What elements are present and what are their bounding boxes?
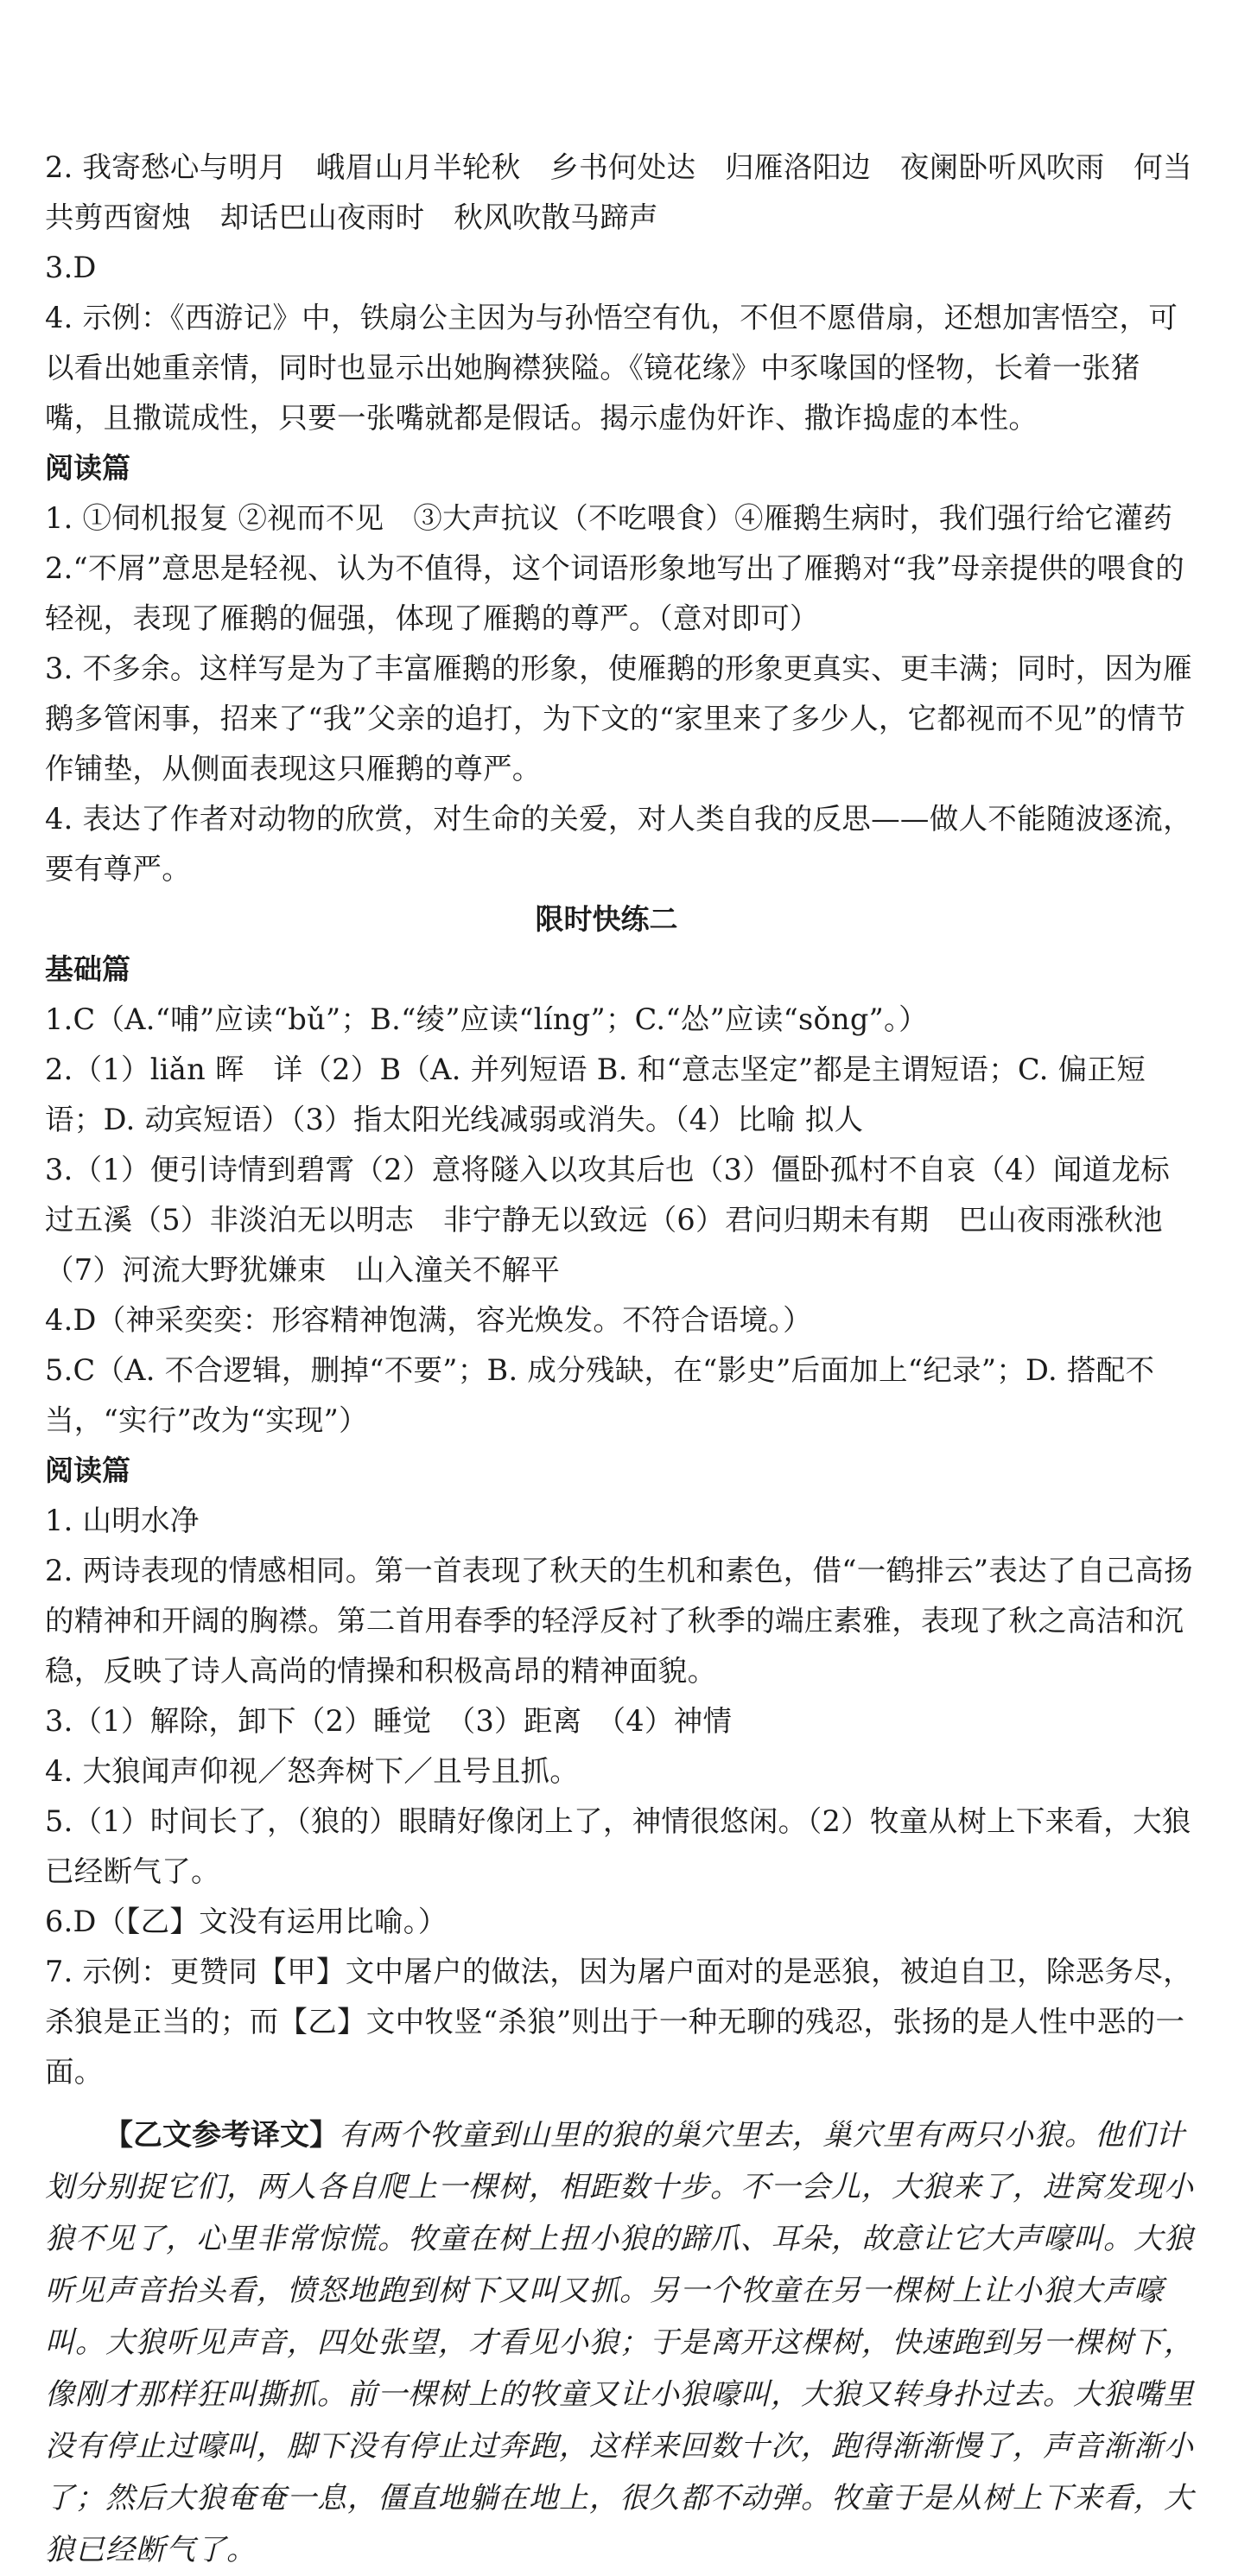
practice-title: 限时快练二 — [535, 902, 678, 936]
answer-line: 4. 大狼闻声仰视／怒奔树下／且号且抓。 — [45, 1754, 580, 1788]
answer-line: 7. 示例：更赞同【甲】文中屠户的做法，因为屠户面对的是恶狼，被迫自卫，除恶务尽，杀狼是正当的；而【乙】文中牧竖“杀狼”则出于一种无聊的残忍，张扬的是人性中恶的一面。 — [45, 1955, 1192, 2089]
translation-text: 有两个牧童到山里的狼的巢穴里去，巢穴里有两只小狼。他们计划分别捉它们，两人各自爬上一棵树，相距数十步。不一会儿，大狼来了，进窝发现小狼不见了，心里非常惊慌。牧童在树上扭小狼的蹄爪、耳朵，故意让它大声嚎叫。大狼听见声音抬头看，愤怒地跑到树下又叫又抓。另一个牧童在另一棵树上让小狼大声嚎叫。大狼听见声音，四处张望，才看见小狼；于是离开这棵树，快速跑到另一棵树下，像刚才那样狂叫撕抓。前一棵树上的牧童又让小狼嚎叫，大狼又转身扑过去。大狼嘴里没有停止过嚎叫，脚下没有停止过奔跑，这样来回数十次，跑得渐渐慢了，声音渐渐小了；然后大狼奄奄一息，僵直地躺在地上，很久都不动弹。牧童于是从树上下来看，大狼已经断气了。 — [45, 2118, 1194, 2567]
answer-line: 2.（1）liǎn 晖 详（2）B（A. 并列短语 B. 和“意志坚定”都是主谓短语；C. 偏正短语；D. 动宾短语）（3）指太阳光线减弱或消失。（4）比喻 拟人 — [45, 1053, 1146, 1136]
section-heading-reading: 阅读篇 — [45, 1453, 130, 1487]
answer-line: 6.D（【乙】文没有运用比喻。） — [45, 1905, 448, 1938]
answer-line: 1. 山明水净 — [45, 1504, 200, 1537]
answer-line: 3.（1）便引诗情到碧霄（2）意将隧入以攻其后也（3）僵卧孤村不自哀（4）闻道龙标过五溪（5）非淡泊无以明志 非宁静无以致远（6）君问归期未有期 巴山夜雨涨秋池（7）河流大野犹嫌束 山入潼关不解平 — [45, 1153, 1171, 1287]
answer-line: 5.（1）时间长了，（狼的）眼睛好像闭上了，神情很悠闲。（2）牧童从树上下来看，大狼已经断气了。 — [45, 1804, 1191, 1888]
answer-line: 1.C（A.“哺”应读“bǔ”；B.“绫”应读“líng”；C.“怂”应读“sǒng”。） — [45, 1002, 928, 1036]
answer-line: 4.D（神采奕奕：形容精神饱满，容光焕发。不符合语境。） — [45, 1303, 812, 1337]
answer-line: 4. 示例：《西游记》中，铁扇公主因为与孙悟空有仇，不但不愿借扇，还想加害悟空，可以看出她重亲情，同时也显示出她胸襟狭隘。《镜花缘》中豕喙国的怪物，长着一张猪嘴，且撒谎成性，只要一张嘴就都是假话。揭示虚伪奸诈、撒诈捣虚的本性。 — [45, 301, 1178, 435]
answer-line: 2. 我寄愁心与明月 峨眉山月半轮秋 乡书何处达 归雁洛阳边 夜阑卧听风吹雨 何当共剪西窗烛 却话巴山夜雨时 秋风吹散马蹄声 — [45, 150, 1192, 234]
answer-line: 3. 不多余。这样写是为了丰富雁鹅的形象，使雁鹅的形象更真实、更丰满；同时，因为雁鹅多管闲事，招来了“我”父亲的追打，为下文的“家里来了多少人，它都视而不见”的情节作铺垫，从侧面表现这只雁鹅的尊严。 — [45, 652, 1192, 786]
answer-line: 4. 表达了作者对动物的欣赏，对生命的关爱，对人类自我的反思——做人不能随波逐流，要有尊严。 — [45, 802, 1192, 886]
answer-line: 3.（1）解除，卸下（2）睡觉 （3）距离 （4）神情 — [45, 1704, 733, 1738]
translation-label: 【乙文参考译文】 — [104, 2118, 339, 2153]
translation-paragraph — [45, 2109, 1194, 2576]
answer-line: 2.“不屑”意思是轻视、认为不值得，这个词语形象地写出了雁鹅对“我”母亲提供的喂食的轻视，表现了雁鹅的倔强，体现了雁鹅的尊严。（意对即可） — [45, 551, 1185, 635]
answer-line: 1. ①伺机报复 ②视而不见 ③大声抗议（不吃喂食）④雁鹅生病时，我们强行给它灌药 — [45, 501, 1173, 535]
section-heading-reading: 阅读篇 — [45, 451, 130, 485]
answer-line: 2. 两诗表现的情感相同。第一首表现了秋天的生机和素色，借“一鹤排云”表达了自己高扬的精神和开阔的胸襟。第二首用春季的轻浮反衬了秋季的端庄素雅，表现了秋之高洁和沉稳，反映了诗人高尚的情操和积极高昂的精神面貌。 — [45, 1554, 1193, 1688]
answer-line: 3.D — [45, 251, 97, 284]
answer-line: 5.C（A. 不合逻辑，删掉“不要”；B. 成分残缺，在“影史”后面加上“纪录”；D. 搭配不当，“实行”改为“实现”） — [45, 1353, 1155, 1437]
section-heading-basic: 基础篇 — [45, 952, 130, 986]
